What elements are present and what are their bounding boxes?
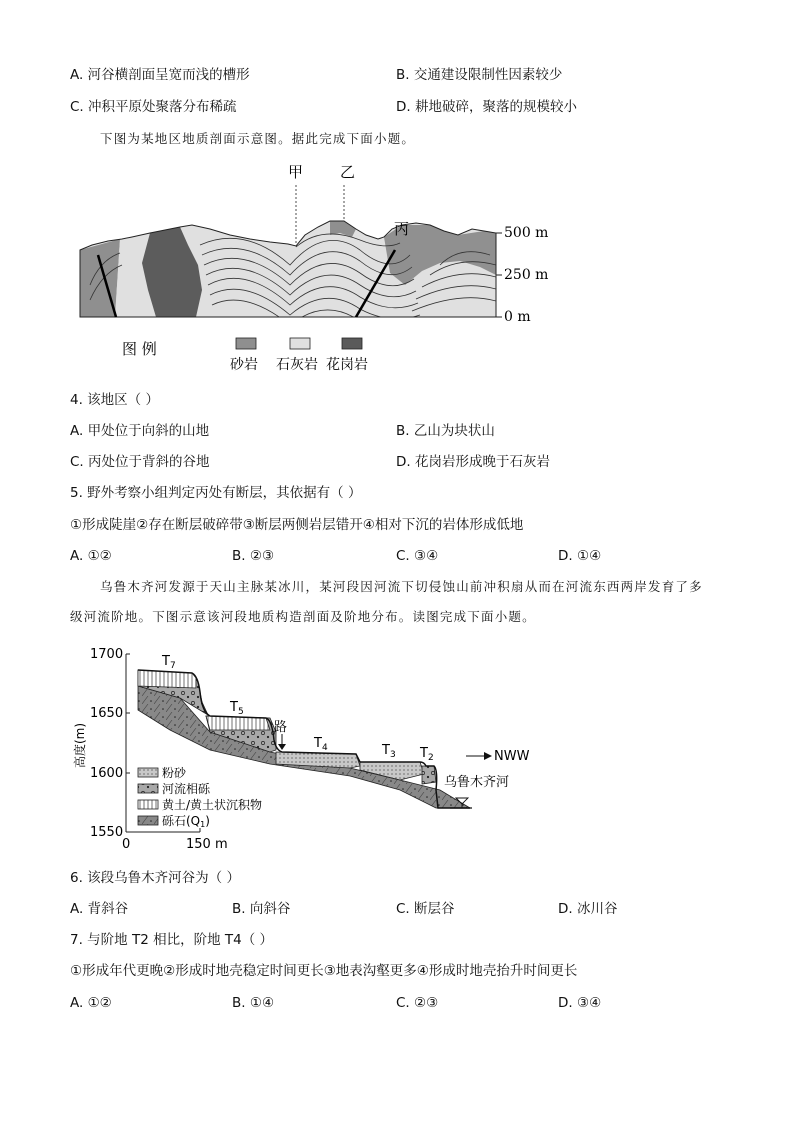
q4-option-a: A. 甲处位于向斜的山地 — [70, 423, 210, 439]
river-terrace-figure — [70, 640, 540, 860]
legend-sandstone: 砂岩 — [230, 357, 258, 373]
legend-swatch-sandstone — [236, 338, 256, 349]
terrace-t3-label: $T_3$ — [382, 743, 396, 760]
intro-river-line1: 乌鲁木齐河发源于天山主脉某冰川，某河段因河流下切侵蚀山前冲积扇从而在河流东西两岸发育了多 — [100, 579, 703, 594]
legend-conglomerate: 砾石(Q1) — [162, 814, 210, 829]
y-tick-1600: 1600 — [90, 766, 124, 781]
q5-option-d: D. ①④ — [558, 548, 602, 564]
q4-stem: 4. 该地区（ ） — [70, 392, 159, 408]
legend-silt: 粉砂 — [162, 766, 187, 780]
intro-geologic-section: 下图为某地区地质剖面示意图。据此完成下面小题。 — [100, 131, 416, 146]
q7-option-c: C. ②③ — [396, 995, 439, 1011]
q7-stem: 7. 与阶地 T2 相比，阶地 T4（ ） — [70, 932, 274, 948]
legend-title: 图 例 — [122, 340, 157, 358]
q4-option-c: C. 丙处位于背斜的谷地 — [70, 454, 210, 470]
legend-gravel: 河流相砾 — [162, 782, 211, 796]
legend-loess: 黄土/黄土状沉积物 — [162, 798, 263, 812]
q5-option-b: B. ②③ — [232, 548, 275, 564]
road-label: 路 — [274, 720, 288, 735]
y-axis-label: 高度(m) — [73, 722, 87, 768]
legend-granite: 花岗岩 — [326, 357, 368, 373]
q5-option-a: A. ①② — [70, 548, 112, 564]
legend-limestone: 石灰岩 — [276, 357, 318, 373]
prev-option-c: C. 冲积平原处聚落分布稀疏 — [70, 99, 237, 115]
elev-0: 0 m — [504, 309, 531, 325]
terrace-t5-label: $T_5$ — [230, 700, 244, 717]
label-jia: 甲 — [288, 163, 304, 181]
legend-swatch-gravel — [138, 784, 158, 793]
terrace-t4-label: $T_4$ — [314, 736, 328, 753]
q7-option-a: A. ①② — [70, 995, 112, 1011]
q6-option-a: A. 背斜谷 — [70, 901, 129, 917]
elev-500: 500 m — [504, 225, 549, 241]
legend-swatch-granite — [342, 338, 362, 349]
x-tick-150: 150 m — [186, 837, 228, 852]
q6-option-c: C. 断层谷 — [396, 901, 455, 917]
q6-option-d: D. 冰川谷 — [558, 901, 618, 917]
elev-250: 250 m — [504, 267, 549, 283]
x-tick-0: 0 — [122, 837, 131, 852]
prev-option-b: B. 交通建设限制性因素较少 — [396, 67, 563, 83]
y-tick-1700: 1700 — [90, 647, 124, 662]
prev-option-d: D. 耕地破碎，聚落的规模较小 — [396, 99, 577, 115]
q5-statements: ①形成陡崖②存在断层破碎带③断层两侧岩层错开④相对下沉的岩体形成低地 — [70, 517, 524, 533]
terrace-t7-label: $T_7$ — [162, 654, 176, 671]
river-label: 乌鲁木齐河 — [444, 775, 510, 790]
q7-option-d: D. ③④ — [558, 995, 602, 1011]
direction-label: NWW — [494, 749, 530, 764]
q6-option-b: B. 向斜谷 — [232, 901, 291, 917]
q4-option-b: B. 乙山为块状山 — [396, 423, 495, 439]
q6-stem: 6. 该段乌鲁木齐河谷为（ ） — [70, 870, 240, 886]
intro-river-line2: 级河流阶地。下图示意该河段地质构造剖面及阶地分布。读图完成下面小题。 — [70, 609, 536, 624]
prev-option-a: A. 河谷横剖面呈宽而浅的槽形 — [70, 67, 250, 83]
q7-statements: ①形成年代更晚②形成时地壳稳定时间更长③地表沟壑更多④形成时地壳抬升时间更长 — [70, 963, 578, 979]
q5-stem: 5. 野外考察小组判定丙处有断层，其依据有（ ） — [70, 485, 362, 501]
label-yi: 乙 — [340, 163, 356, 181]
terrace-t2-label: $T_2$ — [420, 746, 434, 763]
y-tick-1550: 1550 — [90, 825, 124, 840]
q5-option-c: C. ③④ — [396, 548, 439, 564]
q7-option-b: B. ①④ — [232, 995, 275, 1011]
legend-swatch-conglomerate — [138, 816, 158, 825]
legend-swatch-loess — [138, 800, 158, 809]
q4-option-d: D. 花岗岩形成晚于石灰岩 — [396, 454, 550, 470]
y-tick-1650: 1650 — [90, 706, 124, 721]
legend-swatch-silt — [138, 768, 158, 777]
legend-swatch-limestone — [290, 338, 310, 349]
geologic-section-figure — [60, 155, 560, 380]
label-bing: 丙 — [394, 220, 410, 238]
